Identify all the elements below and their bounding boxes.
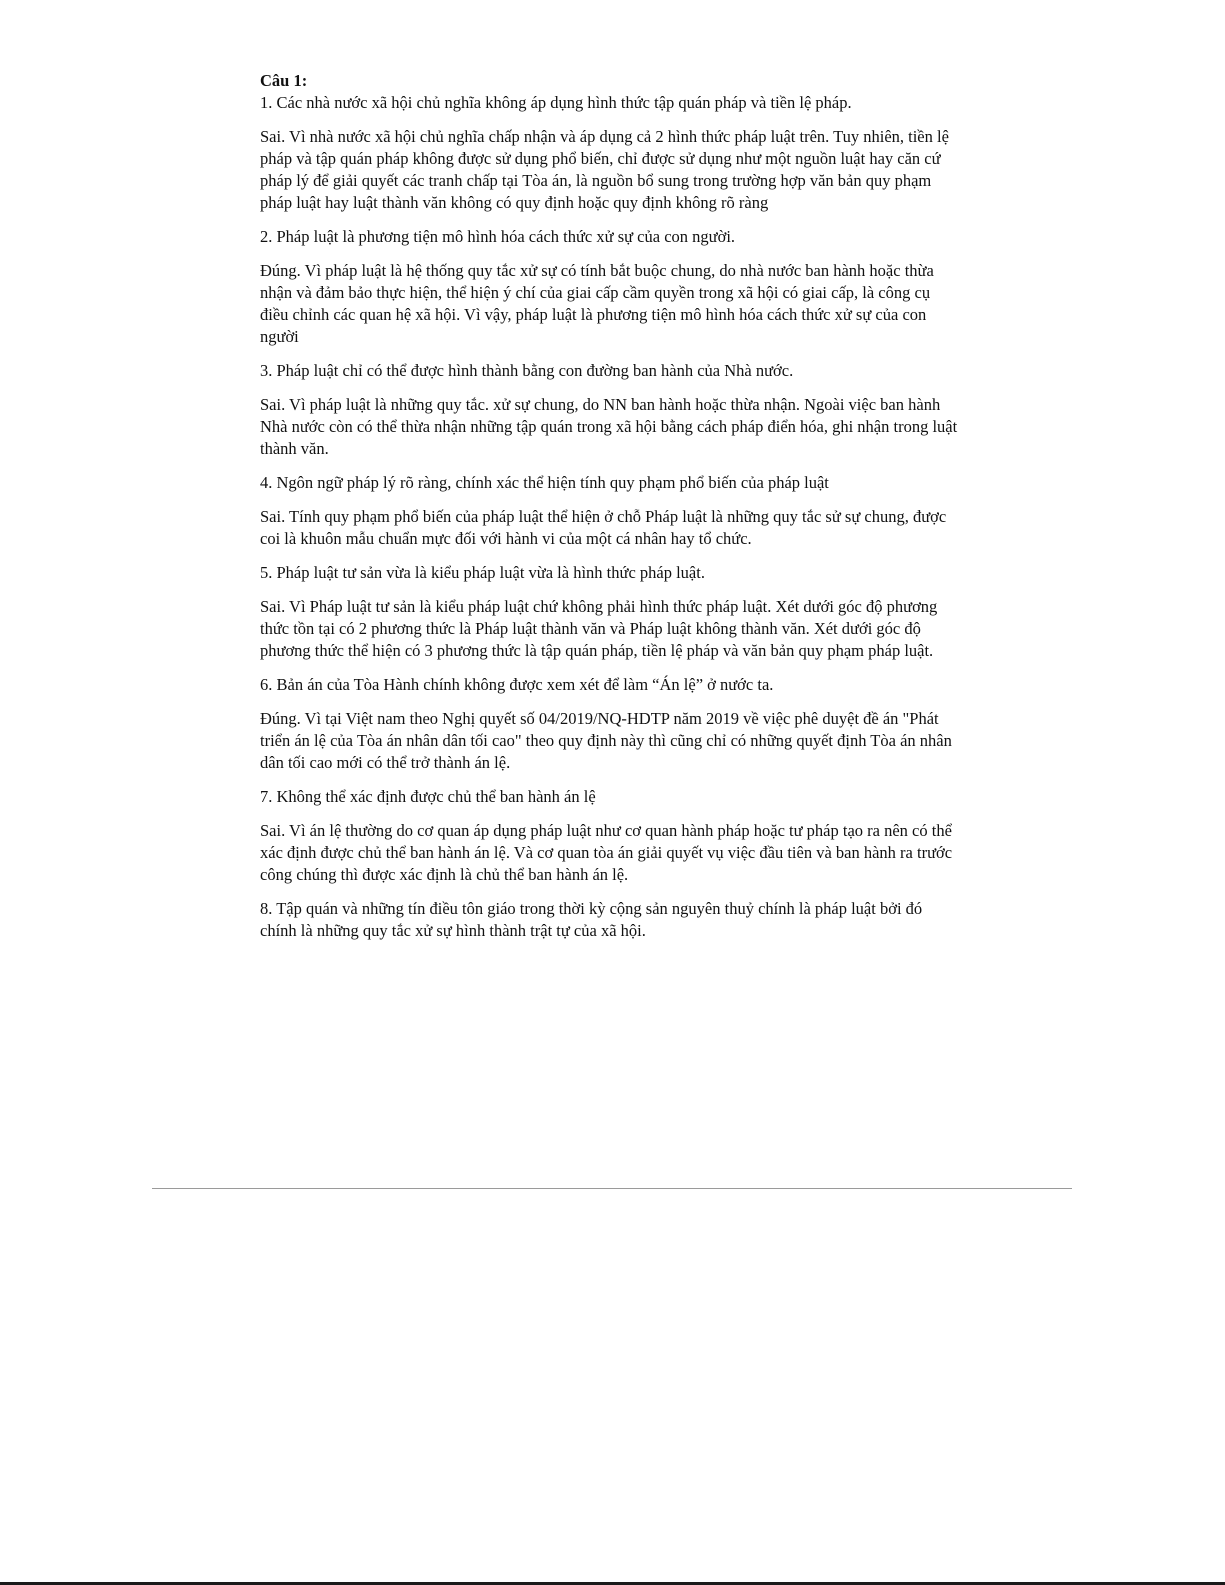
document-content <box>260 70 960 954</box>
qa-item-4 <box>260 472 960 550</box>
section-heading: Câu 1: <box>260 71 308 90</box>
answer-4: Sai. Tính quy phạm phổ biến của pháp luật thể hiện ở chỗ Pháp luật là những quy tắc sử sự chung, được coi là khuôn mẫu chuẩn mực đối với hành vi của một cá nhân hay tổ chức. <box>260 507 947 548</box>
page-divider <box>152 1188 1072 1189</box>
answer-3: Sai. Vì pháp luật là những quy tắc. xử sự chung, do NN ban hành hoặc thừa nhận. Ngoài việc ban hành Nhà nước còn có thể thừa nhận những tập quán trong xã hội bằng cách pháp điển hóa, ghi nhận trong luật thành văn. <box>260 395 958 458</box>
question-4: 4. Ngôn ngữ pháp lý rõ ràng, chính xác thể hiện tính quy phạm phổ biến của pháp luật <box>260 473 829 492</box>
question-6: 6. Bản án của Tòa Hành chính không được xem xét để làm “Án lệ” ở nước ta. <box>260 675 774 694</box>
question-8: 8. Tập quán và những tín điều tôn giáo trong thời kỳ cộng sản nguyên thuỷ chính là pháp luật bởi đó chính là những quy tắc xử sự hình thành trật tự của xã hội. <box>260 899 923 940</box>
qa-item-5 <box>260 562 960 662</box>
qa-item-2 <box>260 226 960 348</box>
question-1: 1. Các nhà nước xã hội chủ nghĩa không áp dụng hình thức tập quán pháp và tiền lệ pháp. <box>260 93 852 112</box>
qa-item-8 <box>260 898 960 942</box>
question-2: 2. Pháp luật là phương tiện mô hình hóa cách thức xử sự của con người. <box>260 227 736 246</box>
answer-1: Sai. Vì nhà nước xã hội chủ nghĩa chấp nhận và áp dụng cả 2 hình thức pháp luật trên. Tuy nhiên, tiền lệ pháp và tập quán pháp không được sử dụng phổ biến, chỉ được sử dụng như một nguồn luật hay căn cứ pháp lý để giải quyết các tranh chấp tại Tòa án, là nguồn bổ sung trong trường hợp văn bản quy phạm pháp luật hay luật thành văn không có quy định hoặc quy định không rõ ràng <box>260 127 949 212</box>
qa-item-6 <box>260 674 960 774</box>
answer-2: Đúng. Vì pháp luật là hệ thống quy tắc xử sự có tính bắt buộc chung, do nhà nước ban hành hoặc thừa nhận và đảm bảo thực hiện, thể hiện ý chí của giai cấp cầm quyền trong xã hội có giai cấp, là công cụ điều chỉnh các quan hệ xã hội. Vì vậy, pháp luật là phương tiện mô hình hóa cách thức xử sự của con người <box>260 261 934 346</box>
question-5: 5. Pháp luật tư sản vừa là kiểu pháp luật vừa là hình thức pháp luật. <box>260 563 705 582</box>
qa-item-1 <box>260 92 960 214</box>
answer-7: Sai. Vì án lệ thường do cơ quan áp dụng pháp luật như cơ quan hành pháp hoặc tư pháp tạo ra nên có thể xác định được chủ thể ban hành án lệ. Và cơ quan tòa án giải quyết vụ việc đầu tiên và ban hành ra trước công chúng thì được xác định là chủ thể ban hành án lệ. <box>260 821 953 884</box>
qa-item-7 <box>260 786 960 886</box>
answer-6: Đúng. Vì tại Việt nam theo Nghị quyết số 04/2019/NQ-HDTP năm 2019 về việc phê duyệt đề án "Phát triển án lệ của Tòa án nhân dân tối cao" theo quy định này thì cũng chỉ có những quyết định Tòa án nhân dân tối cao mới có thể trở thành án lệ. <box>260 709 952 772</box>
answer-5: Sai. Vì Pháp luật tư sản là kiểu pháp luật chứ không phải hình thức pháp luật. Xét dưới góc độ phương thức tồn tại có 2 phương thức là Pháp luật thành văn và Pháp luật không thành văn. Xét dưới góc độ phương thức thể hiện có 3 phương thức là tập quán pháp, tiền lệ pháp và văn bản quy phạm pháp luật. <box>260 597 938 660</box>
question-7: 7. Không thể xác định được chủ thể ban hành án lệ <box>260 787 596 806</box>
question-3: 3. Pháp luật chỉ có thể được hình thành bằng con đường ban hành của Nhà nước. <box>260 361 794 380</box>
qa-item-3 <box>260 360 960 460</box>
